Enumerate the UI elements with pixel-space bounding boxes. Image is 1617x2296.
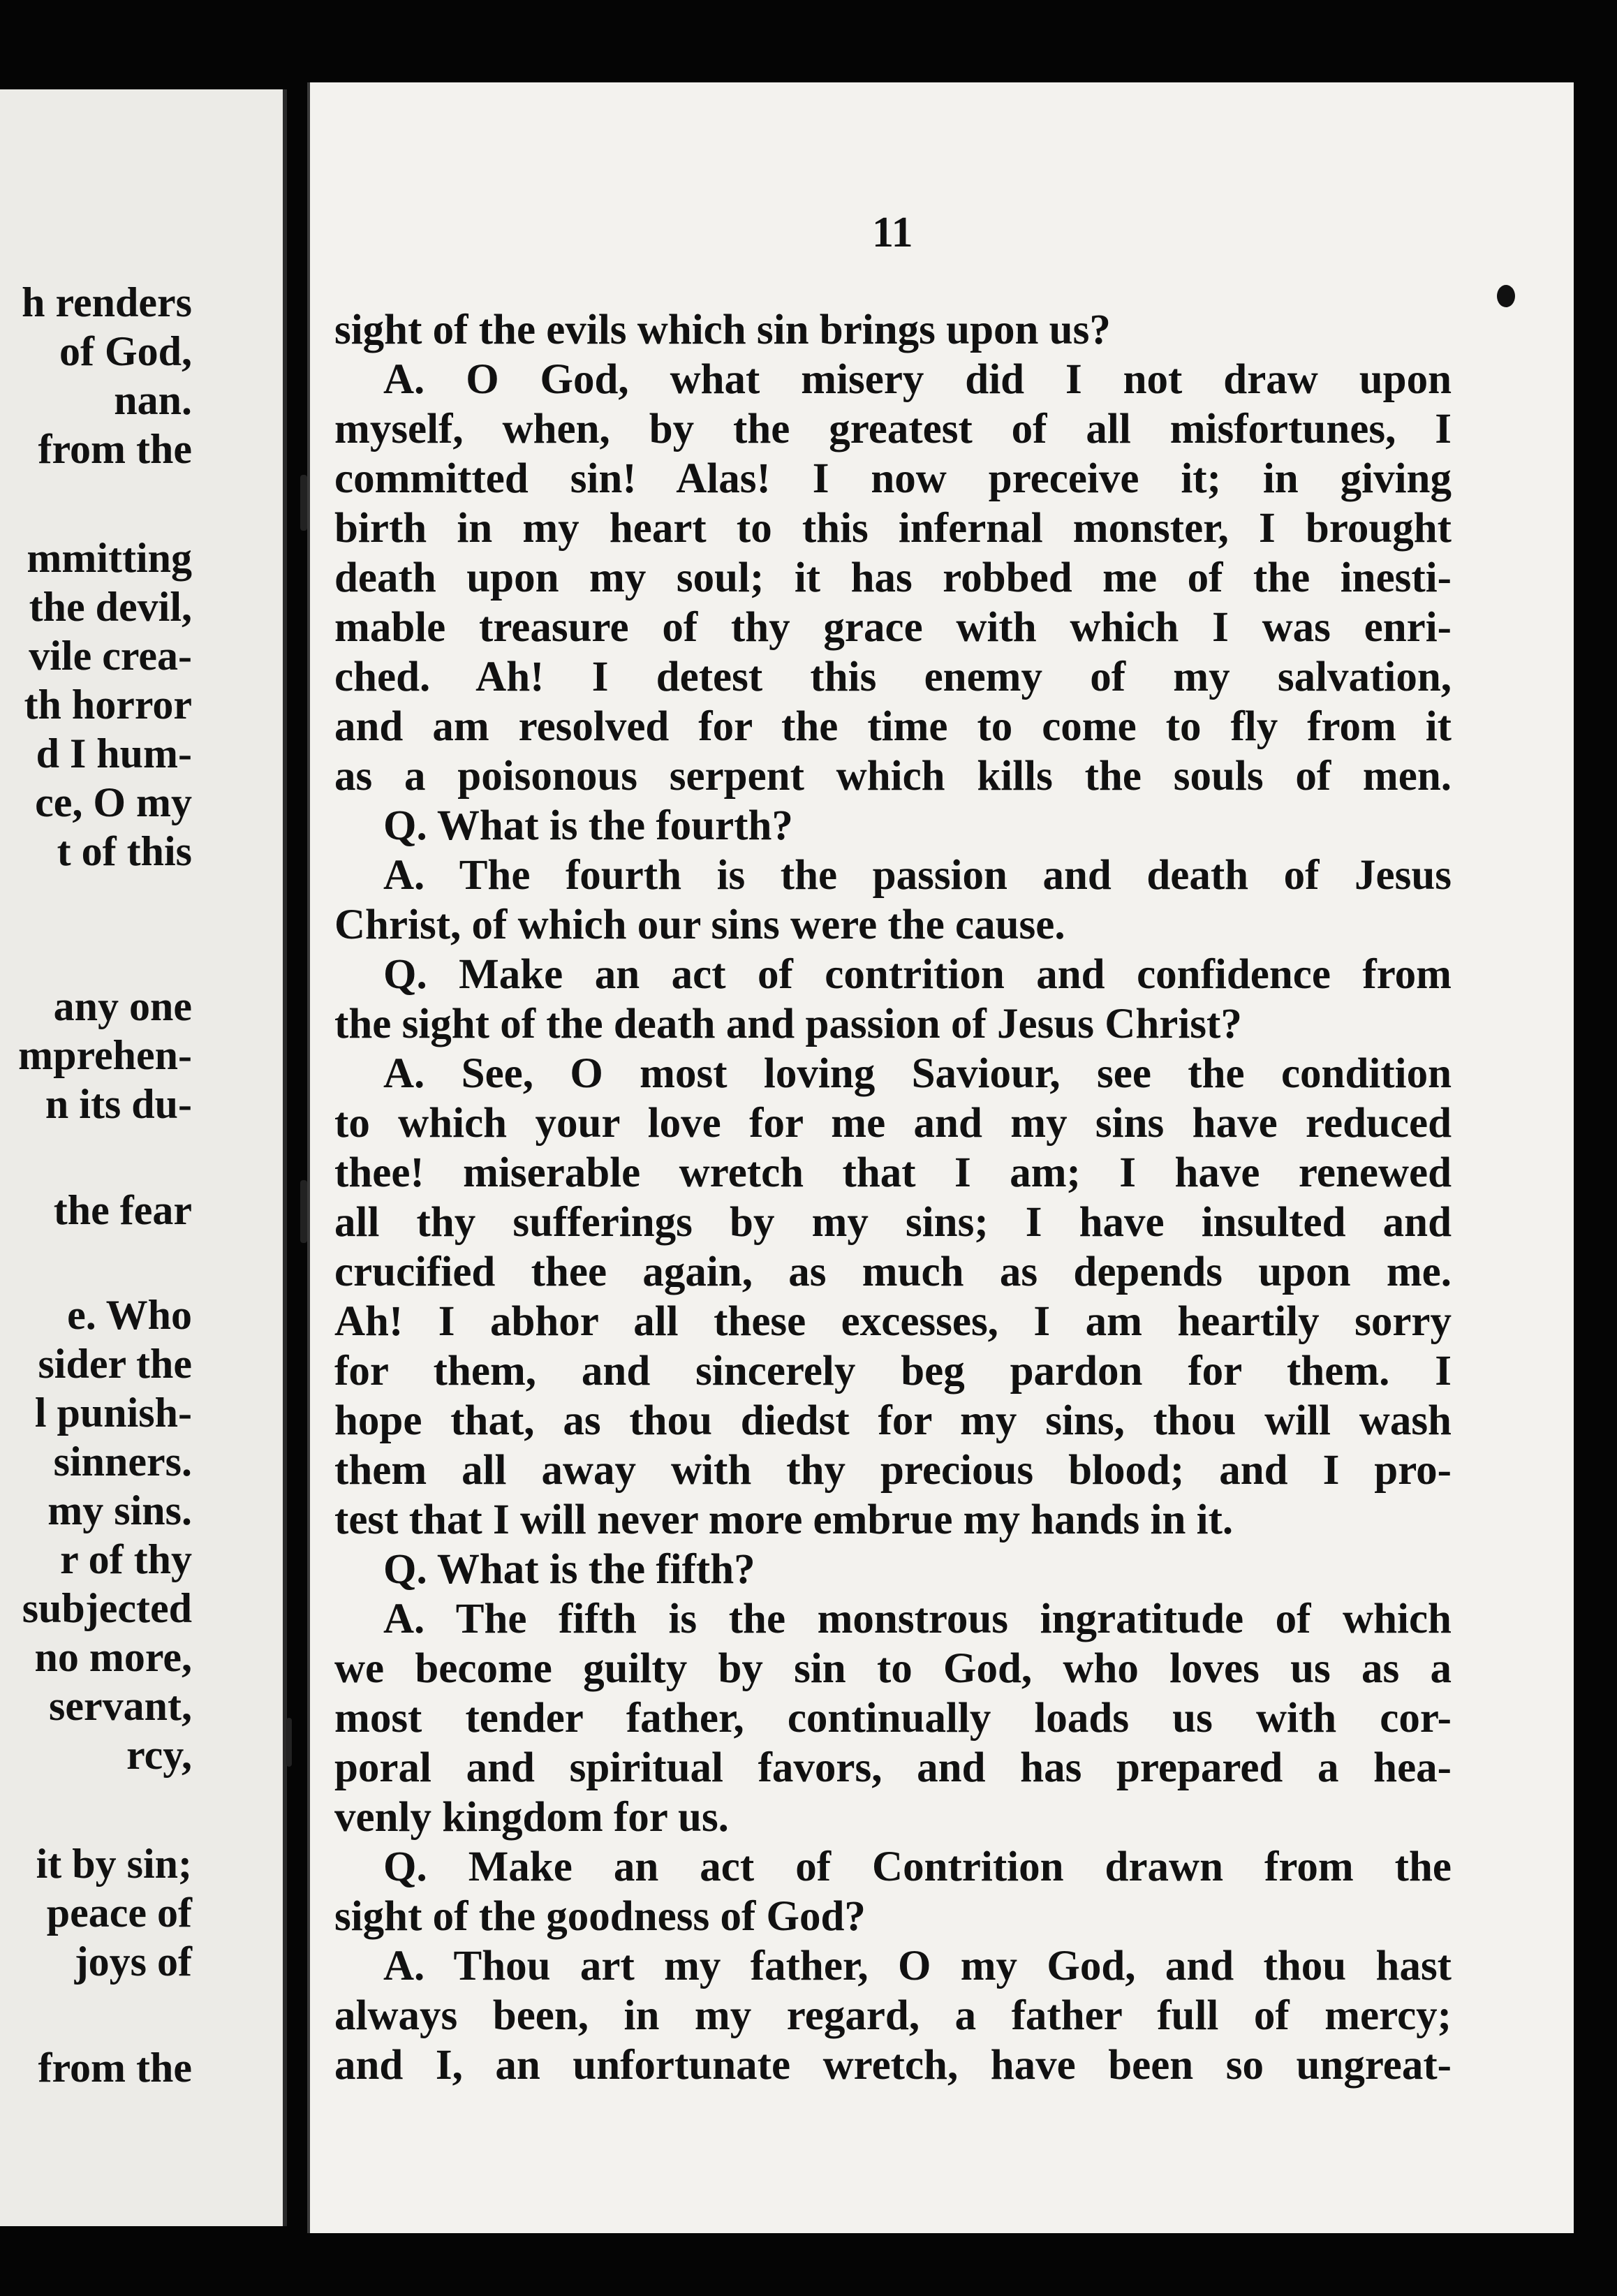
left-text-line: th horror	[24, 682, 192, 728]
text-line: to which your love for me and my sins have reduced	[334, 1100, 1452, 1147]
left-text-line: h renders	[22, 279, 192, 325]
left-page	[0, 89, 287, 2226]
left-text-line: r of thy	[60, 1536, 192, 1582]
left-text-line: sider the	[38, 1341, 192, 1387]
text-line: Q. Make an act of contrition and confidence from	[383, 951, 1452, 998]
text-line: A. The fifth is the monstrous ingratitude of which	[383, 1596, 1452, 1642]
text-line: always been, in my regard, a father full of mercy;	[334, 1992, 1452, 2039]
left-text-line: vile crea-	[29, 633, 192, 679]
text-line: committed sin! Alas! I now preceive it; in giving	[334, 455, 1452, 502]
left-text-line: d I hum-	[36, 730, 192, 777]
text-line: them all away with thy precious blood; and I pro-	[334, 1447, 1452, 1494]
text-line: thee! miserable wretch that I am; I have renewed	[334, 1149, 1452, 1196]
left-text-line: e. Who	[67, 1292, 192, 1338]
text-line: A. O God, what misery did I not draw upon	[383, 356, 1452, 403]
text-line: death upon my soul; it has robbed me of the inesti-	[334, 554, 1452, 601]
text-line: birth in my heart to this infernal monster, I brought	[334, 505, 1452, 552]
right-page	[307, 82, 1574, 2233]
left-text-line: mmitting	[27, 535, 192, 581]
left-text-line: it by sin;	[36, 1841, 192, 1887]
left-text-line: the devil,	[29, 584, 192, 630]
left-text-line: any one	[53, 983, 192, 1029]
text-line: myself, when, by the greatest of all misfortunes, I	[334, 406, 1452, 452]
text-line: hope that, as thou diedst for my sins, thou will wash	[334, 1397, 1452, 1444]
text-line: sight of the goodness of God?	[334, 1893, 866, 1940]
left-text-line: sinners.	[53, 1438, 192, 1485]
left-text-line: mprehen-	[18, 1032, 192, 1078]
left-text-line: rcy,	[126, 1732, 192, 1778]
text-line: all thy sufferings by my sins; I have insulted and	[334, 1199, 1452, 1246]
text-line: and I, an unfortunate wretch, have been so ungreat-	[334, 2042, 1452, 2089]
left-text-line: nan.	[114, 377, 192, 423]
text-line: Christ, of which our sins were the cause.	[334, 902, 1065, 948]
left-text-line: of God,	[59, 328, 192, 374]
left-text-line: my sins.	[47, 1487, 192, 1533]
text-line: for them, and sincerely beg pardon for them. I	[334, 1348, 1452, 1394]
text-line: test that I will never more embrue my hands in it.	[334, 1496, 1234, 1543]
left-text-line: ce, O my	[35, 779, 192, 825]
left-text-line: the fear	[53, 1187, 192, 1233]
text-line: poral and spiritual favors, and has prepared a hea-	[334, 1744, 1452, 1791]
left-text-line: joys of	[74, 1938, 192, 1985]
binding-mark	[300, 1180, 307, 1243]
binding-mark	[286, 1718, 292, 1767]
left-text-line: no more,	[34, 1634, 192, 1680]
text-line: Ah! I abhor all these excesses, I am heartily sorry	[334, 1298, 1452, 1345]
text-line: mable treasure of thy grace with which I was enri-	[334, 604, 1452, 651]
ink-dot	[1497, 285, 1515, 307]
left-text-line: subjected	[22, 1585, 192, 1631]
text-line: crucified thee again, as much as depends upon me.	[334, 1249, 1452, 1295]
text-line: A. Thou art my father, O my God, and thou hast	[383, 1943, 1452, 1989]
left-text-line: n its du-	[45, 1081, 192, 1127]
left-text-line: servant,	[49, 1683, 192, 1729]
text-line: and am resolved for the time to come to fly from it	[334, 703, 1452, 750]
left-text-line: peace of	[46, 1890, 192, 1936]
left-text-line: l punish-	[34, 1390, 192, 1436]
left-text-line: from the	[38, 426, 192, 472]
text-line: as a poisonous serpent which kills the souls of men.	[334, 753, 1452, 800]
page-number: 11	[872, 209, 913, 256]
text-line: Q. Make an act of Contrition drawn from the	[383, 1844, 1452, 1890]
text-line: the sight of the death and passion of Jesus Christ?	[334, 1001, 1242, 1047]
text-line: A. The fourth is the passion and death of Jesus	[383, 852, 1452, 899]
left-text-line: from the	[38, 2045, 192, 2091]
binding-mark	[300, 475, 307, 531]
text-line: venly kingdom for us.	[334, 1794, 729, 1841]
text-line: ched. Ah! I detest this enemy of my salvation,	[334, 654, 1452, 700]
text-line: Q. What is the fourth?	[383, 802, 793, 849]
text-line: Q. What is the fifth?	[383, 1546, 755, 1593]
text-line: sight of the evils which sin brings upon us?	[334, 307, 1111, 353]
left-text-line: t of this	[57, 828, 192, 874]
text-line: most tender father, continually loads us with cor-	[334, 1695, 1452, 1742]
text-line: we become guilty by sin to God, who loves us as a	[334, 1645, 1452, 1692]
text-line: A. See, O most loving Saviour, see the condition	[383, 1050, 1452, 1097]
